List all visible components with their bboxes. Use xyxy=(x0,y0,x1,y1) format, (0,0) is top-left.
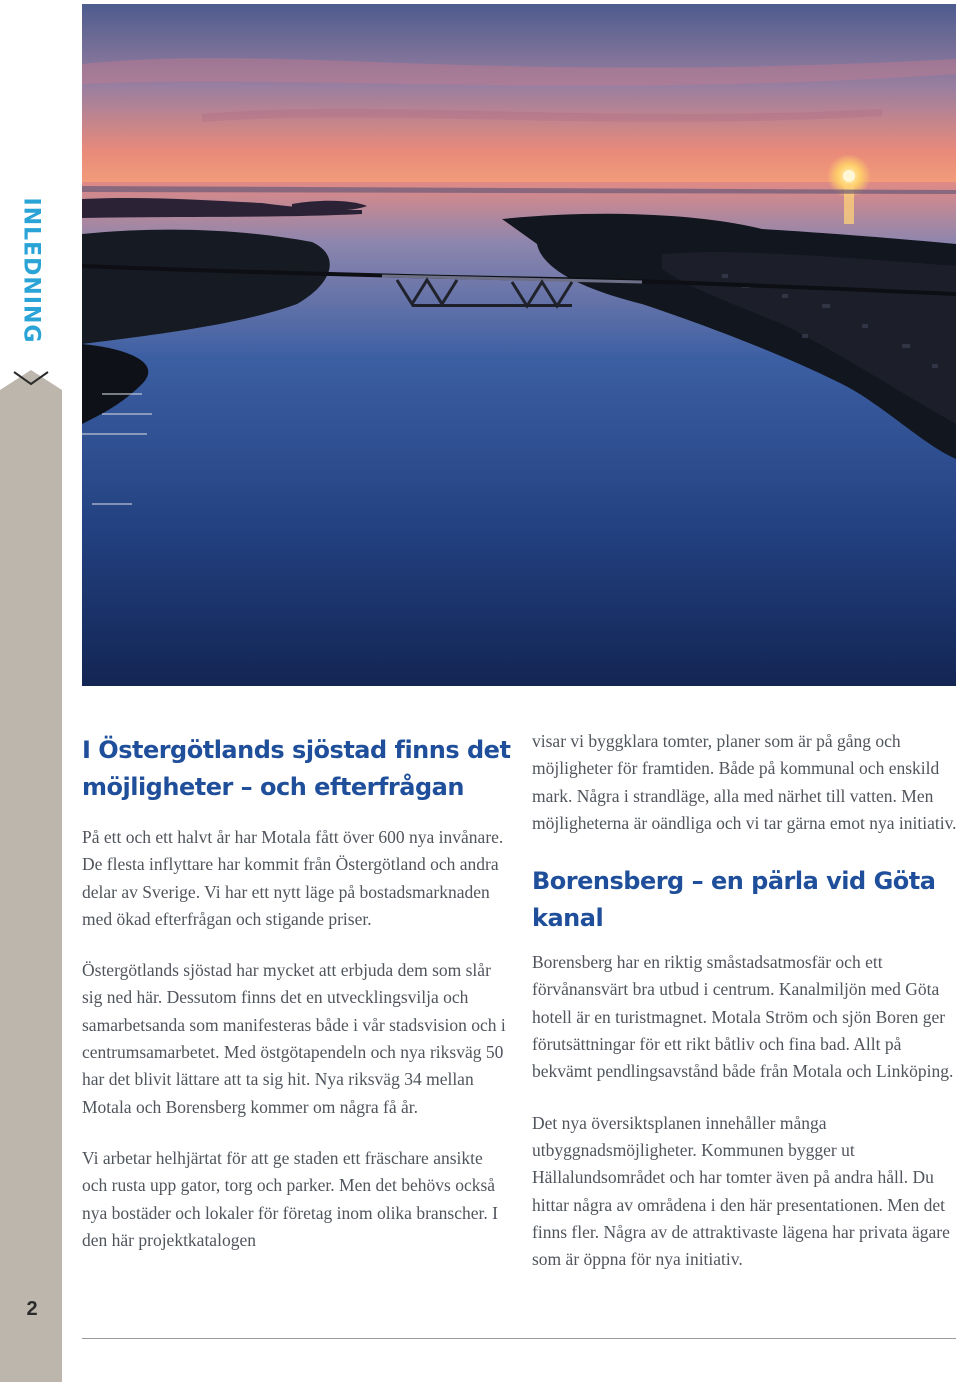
section-label: INLEDNING xyxy=(18,197,44,343)
page-number: 2 xyxy=(26,1298,38,1320)
article-heading: I Östergötlands sjöstad finns det möjligheter – och efterfrågan xyxy=(82,736,511,801)
subsection-heading: Borensberg – en pärla vid Göta kanal xyxy=(532,867,936,933)
body-paragraph: På ett och ett halvt år har Motala fått över 600 nya invånare. De flesta inflyttare har kommit från Östergötland och andra delar av Sverige. Vi har ett nytt läge på bostadsmarknaden med ökad efterfrågan och stigande priser. xyxy=(82,827,504,929)
hero-photo xyxy=(82,4,956,686)
article-right-column xyxy=(532,728,960,1297)
footer-divider xyxy=(82,1338,956,1339)
body-paragraph: Borensberg har en riktig småstadsatmosfär och ett förvånansvärt bra utbud i centrum. Kanalmiljön med Göta hotell är en turistmagnet. Motala Ström och sjön Boren ger förutsättningar för ett rikt båtliv och fina bad. Allt på bekvämt pendlingsavstånd både från Motala och Linköping. xyxy=(532,952,954,1082)
body-paragraph: Östergötlands sjöstad har mycket att erbjuda dem som slår sig ned här. Dessutom finns det en utvecklingsvilja och samarbetsanda som manifesteras både i vår stadsvision och i centrumsamarbetet. Med östgötapendeln och nya riksväg 50 har det blivit lättare att ta sig hit. Nya riksväg 34 mellan Motala och Borensberg kommer om några få år. xyxy=(82,960,506,1117)
body-paragraph: Vi arbetar helhjärtat för att ge staden ett fräschare ansikte och rusta upp gator, torg och parker. Men det behövs också nya bostäder och lokaler för företag inom olika branscher. I den här projektkatalogen xyxy=(82,1147,498,1250)
aerial-photo-lake-sunset-icon xyxy=(82,4,956,686)
chevron-down-icon xyxy=(0,350,62,390)
body-paragraph-continued: visar vi byggklara tomter, planer som är på gång och möjligheter för framtiden. Både på kommunal och enskild mark. Några i strandläge, alla med närhet till vatten. Men möjligheterna är oändliga och vi tar gärna emot nya initiativ. xyxy=(532,731,957,833)
body-paragraph: Det nya översiktsplanen innehåller många utbyggnadsmöjligheter. Kommunen bygger ut Hällalundsområdet och har tomter även på andra håll. Du hittar några av områdena i den här presentationen. Men det finns fler. Några av de attraktivaste lägena har privata ägare som är öppna för nya initiativ. xyxy=(532,1112,950,1270)
sidebar xyxy=(0,0,62,1382)
article-left-column xyxy=(82,732,512,1278)
sidebar-gray-band xyxy=(0,350,62,1382)
